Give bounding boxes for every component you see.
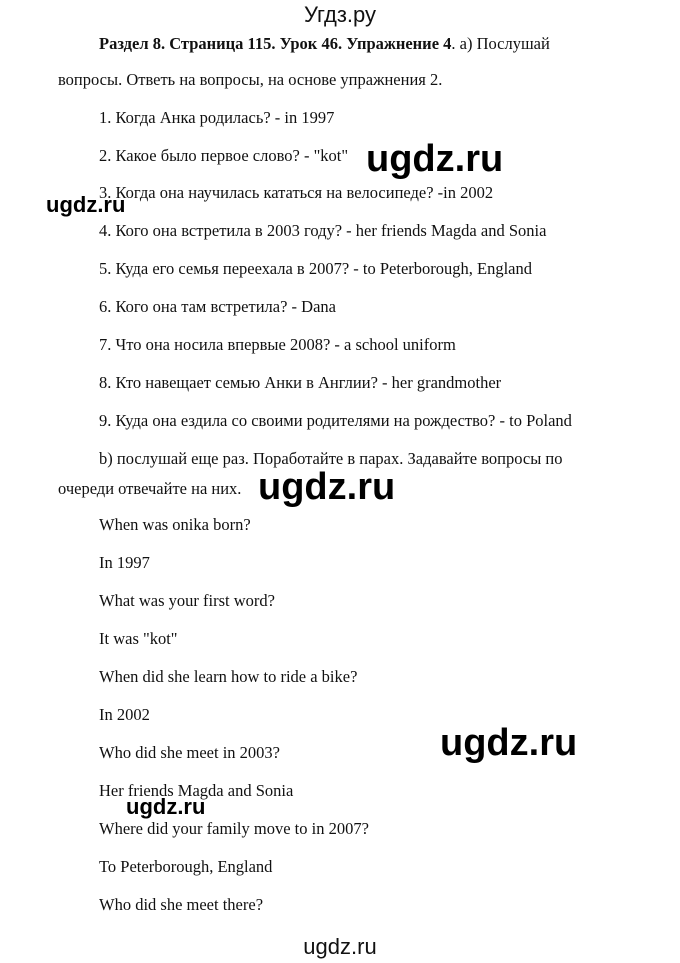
dialogue-line: When was onika born? xyxy=(99,515,251,534)
dialogue-line: In 2002 xyxy=(99,705,150,724)
question-item: 1. Когда Анка родилась? - in 1997 xyxy=(99,108,335,127)
question-item: 4. Кого она встретила в 2003 году? - her friends Magda and Sonia xyxy=(99,221,547,240)
dialogue-line: What was your first word? xyxy=(99,591,275,610)
part-b-instruction: b) послушай еще раз. Поработайте в парах. Задавайте вопросы по xyxy=(99,449,563,468)
watermark: ugdz.ru xyxy=(366,138,504,180)
dialogue-line: Who did she meet in 2003? xyxy=(99,743,281,762)
footer-watermark: ugdz.ru xyxy=(303,934,377,959)
dialogue-line: Where did your family move to in 2007? xyxy=(99,819,369,838)
part-b-instruction-continuation: очереди отвечайте на них. xyxy=(58,479,242,498)
question-item: 3. Когда она научилась кататься на велосипеде? -in 2002 xyxy=(99,183,494,202)
question-item: 5. Куда его семья переехала в 2007? - to Peterborough, England xyxy=(99,259,532,278)
dialogue-line: In 1997 xyxy=(99,553,150,572)
dialogue-line: To Peterborough, England xyxy=(99,857,273,876)
question-item: 9. Куда она ездила со своими родителями на рождество? - to Poland xyxy=(99,411,572,430)
question-item: 7. Что она носила впервые 2008? - a school uniform xyxy=(99,335,456,354)
exercise-heading-bold: Раздел 8. Страница 115. Урок 46. Упражнение 4 xyxy=(99,34,452,53)
watermark: ugdz.ru xyxy=(258,466,396,508)
site-title: Угдз.ру xyxy=(303,2,377,27)
exercise-heading-rest: . а) Послушай xyxy=(451,34,550,53)
exercise-heading xyxy=(99,34,550,54)
dialogue-line: Who did she meet there? xyxy=(99,895,264,914)
dialogue-line: Her friends Magda and Sonia xyxy=(99,781,294,800)
exercise-heading-continuation: вопросы. Ответь на вопросы, на основе упражнения 2. xyxy=(58,70,443,89)
dialogue-line: When did she learn how to ride a bike? xyxy=(99,667,358,686)
question-item: 2. Какое было первое слово? - "kot" xyxy=(99,146,349,165)
watermark: ugdz.ru xyxy=(46,192,126,217)
watermark: ugdz.ru xyxy=(440,722,578,764)
watermark: ugdz.ru xyxy=(126,794,206,819)
dialogue-line: It was "kot" xyxy=(99,629,178,648)
question-item: 6. Кого она там встретила? - Dana xyxy=(99,297,336,316)
question-item: 8. Кто навещает семью Анки в Англии? - her grandmother xyxy=(99,373,502,392)
